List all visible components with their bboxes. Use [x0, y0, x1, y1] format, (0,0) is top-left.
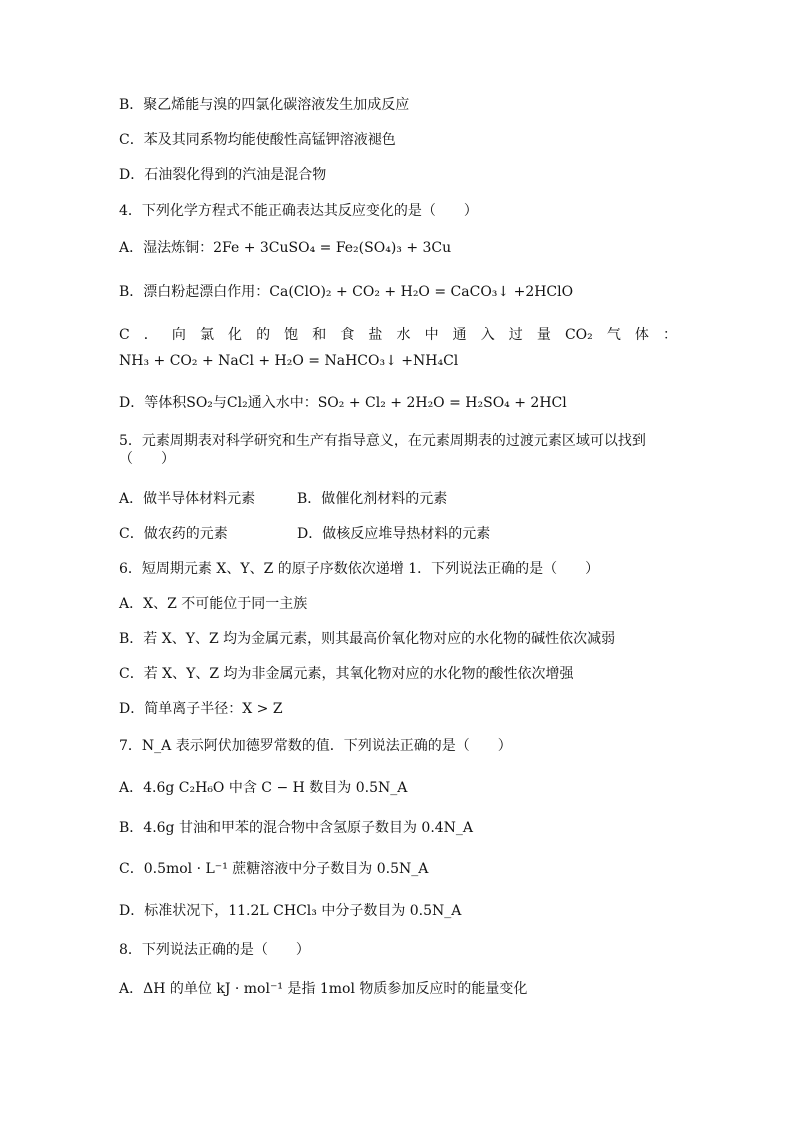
- question-4-option-c-line1: C．向氯化的饱和食盐水中通入过量CO₂气体：: [119, 327, 677, 343]
- question-7-option-c: C．0.5mol · L⁻¹ 蔗糖溶液中分子数目为 0.5N_A: [119, 861, 429, 877]
- question-4-option-d: D．等体积SO₂与Cl₂通入水中：SO₂ + Cl₂ + 2H₂O = H₂SO₄ + 2HCl: [119, 395, 567, 411]
- option-c-benzene: C．苯及其同系物均能使酸性高锰钾溶液褪色: [119, 132, 396, 148]
- question-5-option-c: C．做农药的元素: [119, 526, 228, 542]
- question-6-option-c: C．若 X、Y、Z 均为非金属元素，其氧化物对应的水化物的酸性依次增强: [119, 666, 574, 682]
- question-6: 6．短周期元素 X、Y、Z 的原子序数依次递增 1．下列说法正确的是（ ）: [119, 561, 600, 577]
- question-4-option-a: A．湿法炼铜：2Fe + 3CuSO₄ = Fe₂(SO₄)₃ + 3Cu: [119, 240, 452, 256]
- question-7-option-d: D．标准状况下，11.2L CHCl₃ 中分子数目为 0.5N_A: [119, 903, 462, 919]
- option-d-gasoline: D．石油裂化得到的汽油是混合物: [119, 167, 327, 183]
- question-7-option-b: B．4.6g 甘油和甲苯的混合物中含氢原子数目为 0.4N_A: [119, 820, 474, 836]
- question-7-option-a: A．4.6g C₂H₆O 中含 C − H 数目为 0.5N_A: [119, 780, 408, 796]
- question-5-option-b: B．做催化剂材料的元素: [297, 491, 448, 507]
- question-4-option-b: B．漂白粉起漂白作用：Ca(ClO)₂ + CO₂ + H₂O = CaCO₃↓ +2HClO: [119, 284, 574, 300]
- question-6-option-a: A．X、Z 不可能位于同一主族: [119, 596, 308, 612]
- question-5-option-a: A．做半导体材料元素: [119, 491, 256, 507]
- question-8: 8．下列说法正确的是（ ）: [119, 942, 310, 958]
- question-5: 5．元素周期表对科学研究和生产有指导意义，在元素周期表的过渡元素区域可以找到（ ）: [119, 433, 646, 467]
- question-7: 7．N_A 表示阿伏加德罗常数的值．下列说法正确的是（ ）: [119, 738, 512, 754]
- option-b-polyethylene: B．聚乙烯能与溴的四氯化碳溶液发生加成反应: [119, 97, 410, 113]
- question-6-option-d: D．简单离子半径：X > Z: [119, 701, 283, 717]
- question-8-option-a: A．ΔH 的单位 kJ · mol⁻¹ 是指 1mol 物质参加反应时的能量变化: [119, 981, 528, 997]
- question-4: 4．下列化学方程式不能正确表达其反应变化的是（ ）: [119, 203, 478, 219]
- question-6-option-b: B．若 X、Y、Z 均为金属元素，则其最高价氧化物对应的水化物的碱性依次减弱: [119, 631, 616, 647]
- question-5-option-d: D．做核反应堆导热材料的元素: [297, 526, 491, 542]
- question-5-options-row2: [119, 525, 491, 543]
- question-5-options-row1: [119, 490, 448, 508]
- question-4-option-c-line2: NH₃ + CO₂ + NaCl + H₂O = NaHCO₃↓ +NH₄Cl: [119, 353, 459, 369]
